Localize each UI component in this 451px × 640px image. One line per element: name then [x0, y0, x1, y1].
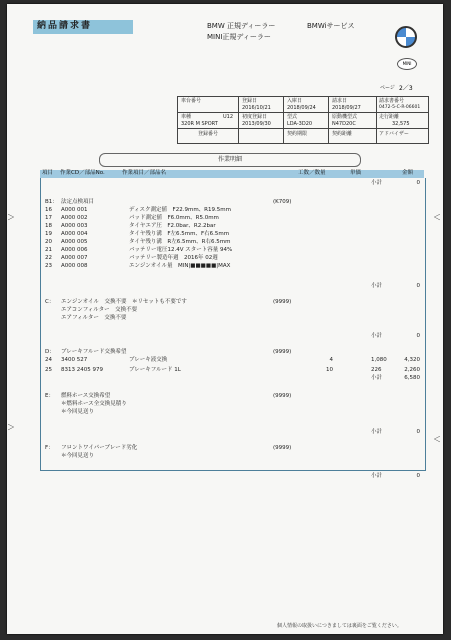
- first-reg: 2013/09/30: [242, 121, 271, 127]
- row-cell-b: 3400 527: [61, 357, 88, 363]
- label-entry-date: 入庫日: [287, 98, 303, 104]
- row-cell-a: F：: [45, 445, 54, 451]
- invoice-no: 0472-5-C-R-06601: [379, 105, 421, 110]
- row-cell-b: フロントワイパーブレード劣化: [61, 445, 138, 451]
- col-work-cd: 作業CD／部品No.: [60, 170, 105, 176]
- row-cell-b: 法定点検項目: [61, 199, 95, 205]
- footer-note: 個人情報の取扱いにつきましては裏面をご覧ください。: [277, 623, 402, 629]
- row-cell-c: ディスク測定値 F22.9mm、R19.5mm: [129, 207, 231, 213]
- engine: N47D20C: [332, 121, 356, 127]
- row-cell-a: 20: [45, 239, 52, 245]
- row-cell-a: E：: [45, 393, 54, 399]
- col-unit: 単価: [350, 170, 362, 176]
- row-cell-f: 1,080: [371, 357, 387, 363]
- row-cell-b: A000 002: [61, 215, 88, 221]
- row-cell-b: 燃料ホース交換希望: [61, 393, 111, 399]
- label-contract-distance: 契約距離: [332, 131, 353, 137]
- row-cell-b: A000 008: [61, 263, 88, 269]
- left-arrow-icon: ＞: [7, 213, 15, 222]
- row-cell-g: 0: [416, 429, 420, 435]
- row-cell-c: ブレーキ液交換: [129, 357, 168, 363]
- row-cell-a: 22: [45, 255, 52, 261]
- row-cell-g: 4,320: [404, 357, 420, 363]
- row-cell-e: 4: [329, 357, 333, 363]
- label-reg-date: 登録日: [242, 98, 258, 104]
- col-hours: 工数／数量: [298, 170, 326, 176]
- row-cell-b: エアフィルター 交換不要: [61, 315, 127, 321]
- row-cell-f: 小計: [371, 473, 383, 479]
- model-code: U12: [223, 114, 234, 120]
- row-cell-e: 10: [326, 367, 333, 373]
- dealer-bmw: BMW 正規ディーラー: [207, 22, 276, 30]
- row-cell-d: (9999): [273, 445, 292, 451]
- label-invoice-no: 請求書番号: [379, 98, 405, 104]
- invoice-sheet: [7, 4, 443, 634]
- row-cell-d: (9999): [273, 393, 292, 399]
- model: 320R M SPORT: [181, 121, 218, 127]
- row-cell-g: 0: [416, 180, 420, 186]
- label-reg-no: 登録番号: [198, 131, 219, 137]
- row-cell-c: パッド測定値 F6.0mm、R5.0mm: [129, 215, 219, 221]
- row-cell-b: A000 005: [61, 239, 88, 245]
- row-cell-a: D：: [45, 349, 55, 355]
- row-cell-a: 18: [45, 223, 52, 229]
- entry-date: 2018/09/24: [287, 105, 316, 111]
- col-item: 項目: [42, 170, 54, 176]
- row-cell-b: ＊燃料ホース全交換見積り: [61, 401, 127, 407]
- row-cell-g: 0: [416, 473, 420, 479]
- row-cell-a: 21: [45, 247, 52, 253]
- row-cell-g: 2,260: [404, 367, 420, 373]
- row-cell-c: ブレーキフルード 1L: [129, 367, 181, 373]
- page-number: 2／3: [399, 85, 413, 92]
- row-cell-g: 0: [416, 333, 420, 339]
- row-cell-d: (9999): [273, 349, 292, 355]
- row-cell-b: A000 003: [61, 223, 88, 229]
- row-cell-c: エンジンオイル量 MIN|■■■■■|MAX: [129, 263, 231, 269]
- row-cell-a: 23: [45, 263, 52, 269]
- table-header: [40, 170, 424, 178]
- row-cell-b: ブレーキフルード交換希望: [61, 349, 127, 355]
- bmw-logo-icon: [395, 26, 417, 48]
- row-cell-a: C：: [45, 299, 55, 305]
- row-cell-b: ＊今回見送り: [61, 409, 95, 415]
- label-type: 型式: [287, 114, 298, 120]
- row-cell-d: (K709): [273, 199, 292, 205]
- row-cell-c: バッテリー電圧12.4V スタート容量 94%: [129, 247, 233, 253]
- label-model: 車種: [181, 114, 192, 120]
- label-invoice-date: 請求日: [332, 98, 348, 104]
- row-cell-b: 8313 2405 979: [61, 367, 103, 373]
- label-first-reg: 初度登録日: [242, 114, 268, 120]
- right-arrow-icon: ＜: [433, 213, 441, 222]
- row-cell-b: A000 007: [61, 255, 88, 261]
- row-cell-d: (9999): [273, 299, 292, 305]
- type: LDA-3D20: [287, 121, 313, 127]
- row-cell-f: 小計: [371, 180, 383, 186]
- row-cell-c: タイヤ残り溝 F左6.5mm、F右6.5mm: [129, 231, 230, 237]
- right-arrow-icon-2: ＜: [433, 435, 441, 444]
- row-cell-f: 小計: [371, 429, 383, 435]
- row-cell-f: 小計: [371, 333, 383, 339]
- dealer-bmwi: BMWiサービス: [307, 22, 355, 30]
- row-cell-b: A000 004: [61, 231, 88, 237]
- col-work-name: 作業項目／部品名: [122, 170, 167, 176]
- row-cell-c: タイヤ残り溝 R左6.5mm、R右6.5mm: [129, 239, 231, 245]
- row-cell-b: エンジンオイル 交換不要 ＊リセットも不要です: [61, 299, 187, 305]
- row-cell-a: 19: [45, 231, 52, 237]
- section-title: 作業明細: [99, 153, 361, 167]
- row-cell-b: A000 006: [61, 247, 88, 253]
- label-engine: 原動機型式: [332, 114, 358, 120]
- row-cell-b: エアコンフィルター 交換不要: [61, 307, 138, 313]
- label-contract-period: 契約期限: [287, 131, 308, 137]
- row-cell-a: 17: [45, 215, 52, 221]
- row-cell-a: 25: [45, 367, 52, 373]
- mileage: 32,575: [392, 121, 410, 127]
- row-cell-c: タイヤエア圧 F2.0bar、R2.2bar: [129, 223, 216, 229]
- row-cell-f: 小計: [371, 283, 383, 289]
- vehicle-info-table: [177, 96, 429, 144]
- label-mileage: 走行距離: [379, 114, 400, 120]
- left-arrow-icon-2: ＞: [7, 423, 15, 432]
- advisor: アドバイザー: [379, 131, 409, 137]
- invoice-date: 2018/09/27: [332, 105, 361, 111]
- row-cell-a: 24: [45, 357, 52, 363]
- line-items: [40, 178, 426, 479]
- document-title: 納品請求書: [33, 20, 133, 34]
- row-cell-f: 226: [371, 367, 382, 373]
- page-label: ページ: [380, 85, 395, 91]
- row-cell-a: 16: [45, 207, 52, 213]
- row-cell-a: B1：: [45, 199, 58, 205]
- row-cell-g: 6,580: [404, 375, 420, 381]
- reg-date: 2016/10/21: [242, 105, 271, 111]
- label-car-no: 車台番号: [181, 98, 202, 104]
- dealer-mini: MINI正規ディーラー: [207, 33, 271, 41]
- row-cell-f: 小計: [371, 375, 383, 381]
- mini-logo-icon: MINI: [397, 58, 417, 70]
- col-amount: 金額: [402, 170, 414, 176]
- row-cell-g: 0: [416, 283, 420, 289]
- row-cell-b: ＊今回見送り: [61, 453, 95, 459]
- row-cell-c: バッテリー製造年週 2016年 02週: [129, 255, 218, 261]
- row-cell-b: A000 001: [61, 207, 88, 213]
